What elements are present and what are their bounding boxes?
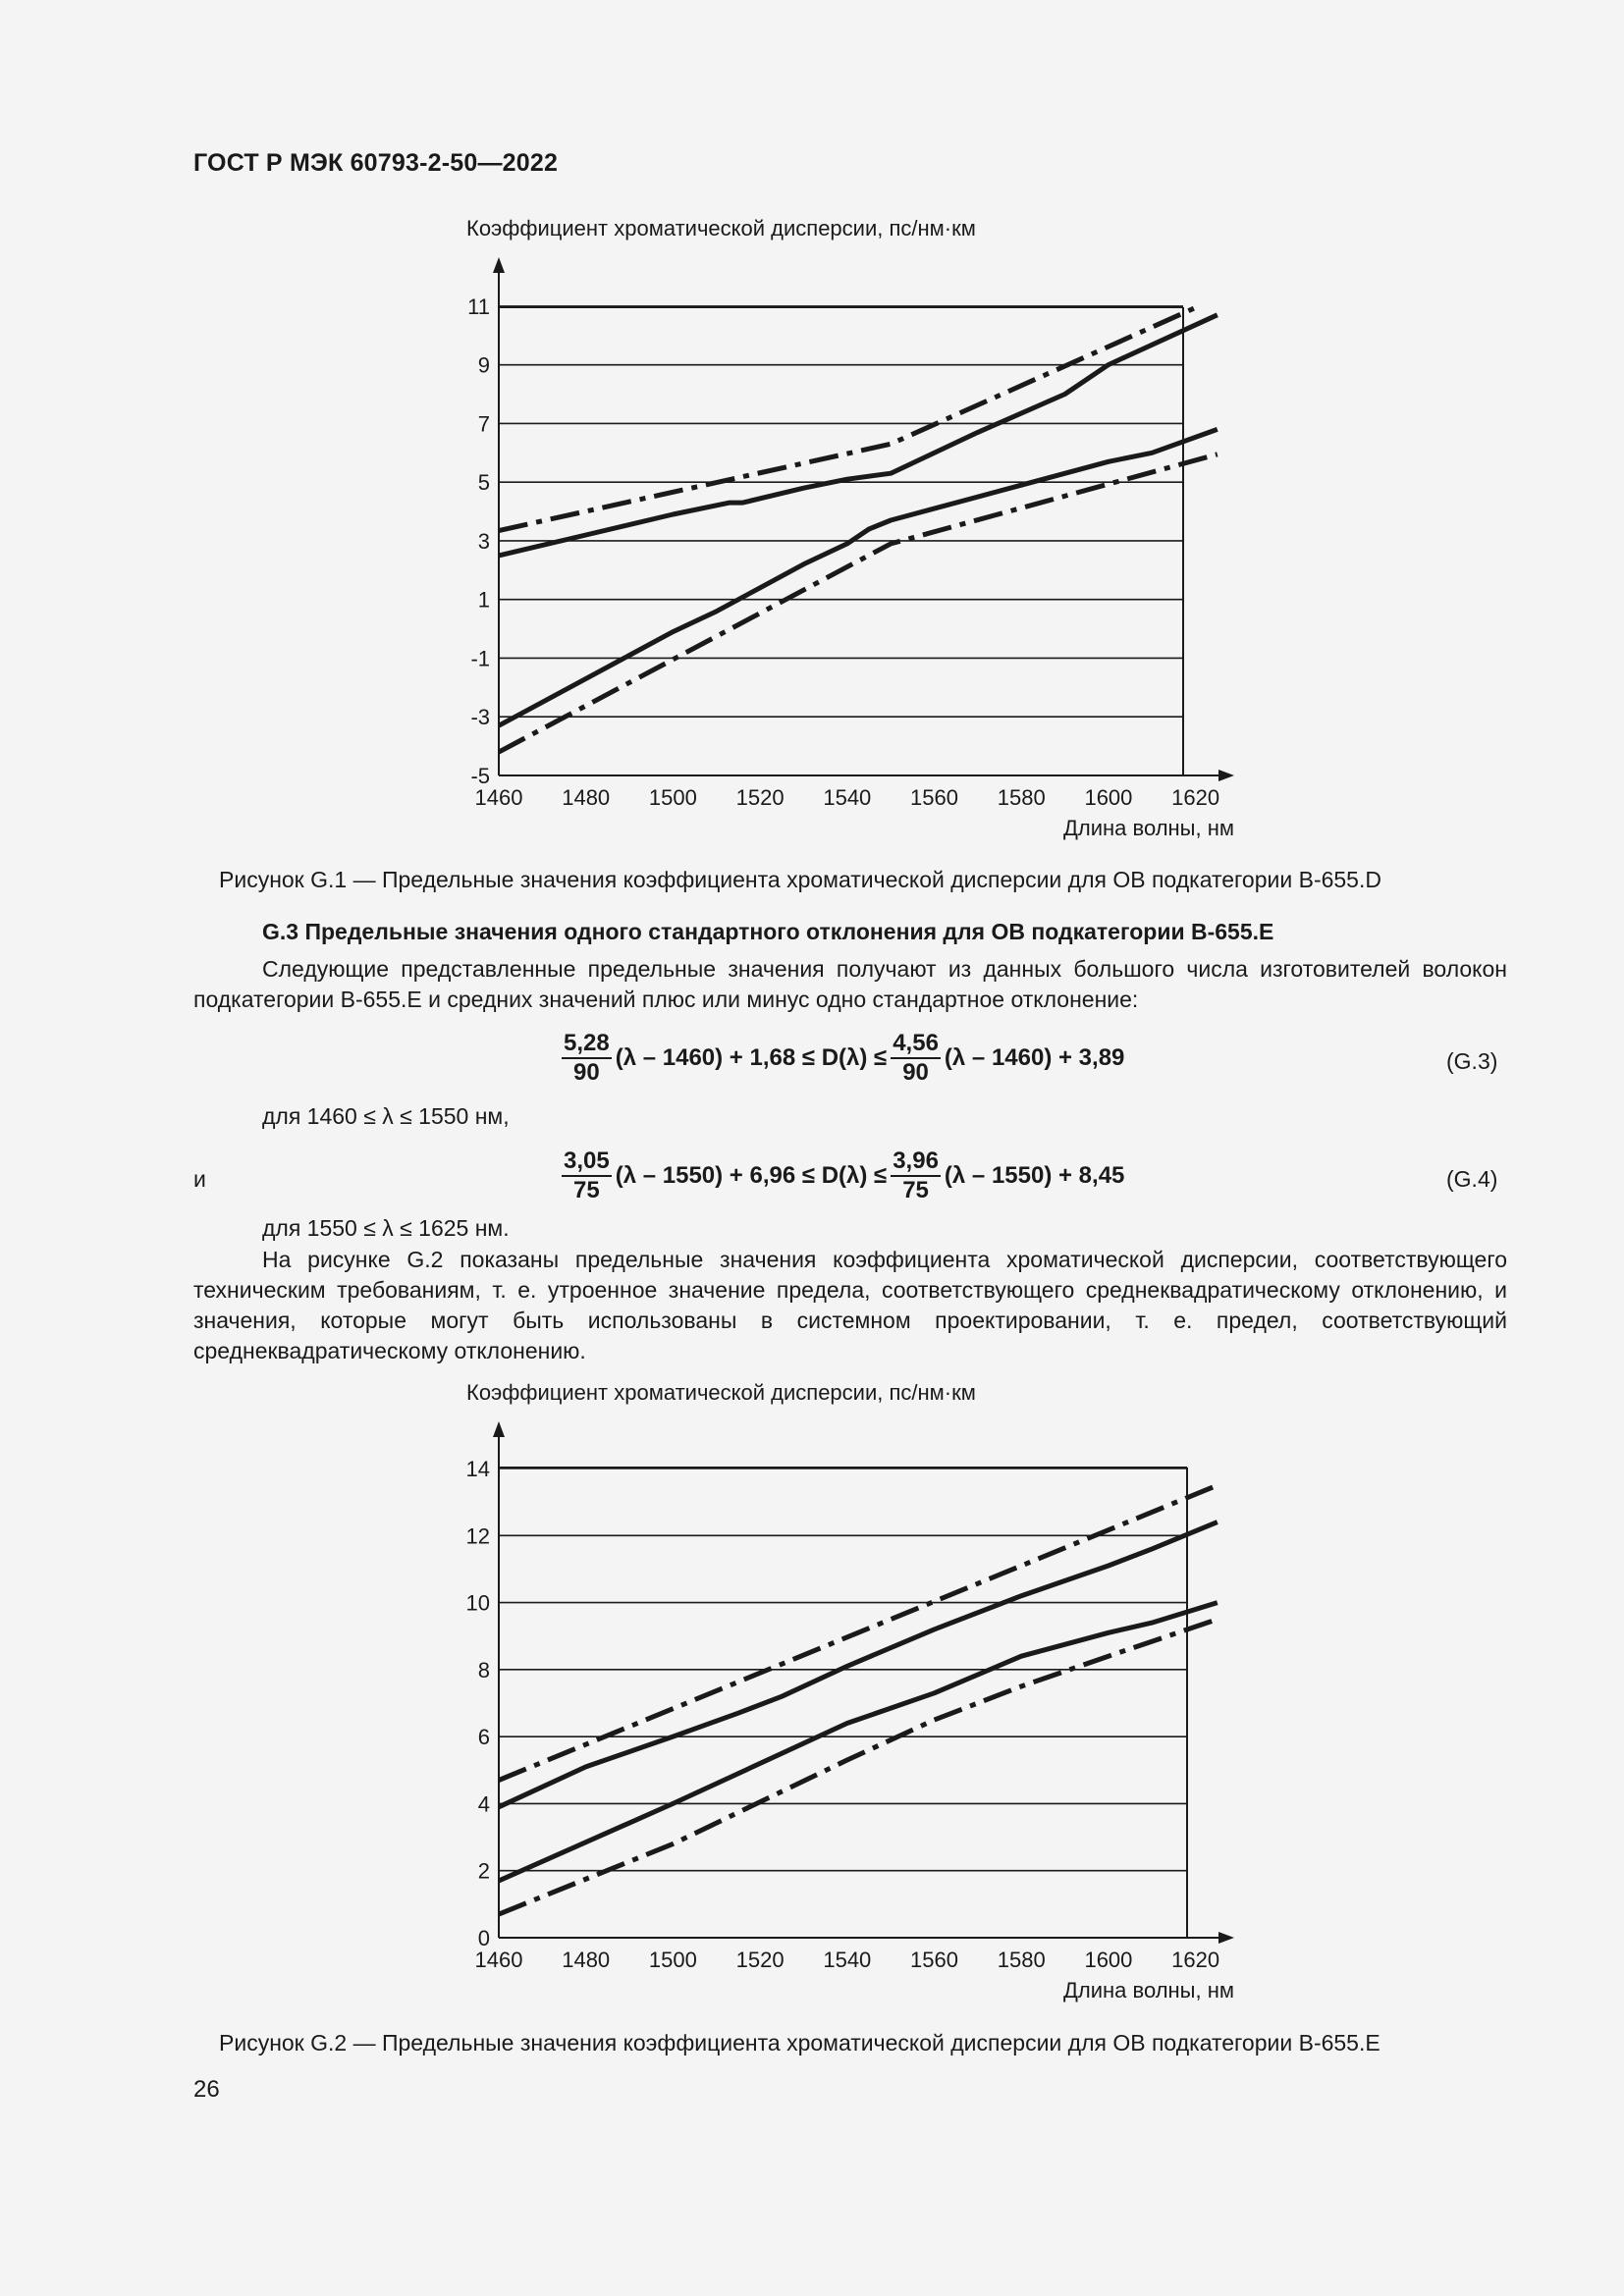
y-tick-label: 0 (477, 1926, 490, 1950)
x-tick-label: 1540 (823, 785, 872, 810)
x-tick-label: 1460 (474, 1948, 523, 1972)
equation-g4 (558, 1148, 1124, 1203)
y-axis-arrow (493, 257, 505, 273)
series-line-lower-limit-dashdot (499, 454, 1218, 752)
section-g3-title: G.3 Предельные значения одного стандартного отклонения для ОВ подкатегории B-655.E (262, 919, 1274, 944)
y-tick-label: -5 (470, 764, 490, 788)
eq1-frac1-denominator: 90 (573, 1059, 600, 1086)
y-tick-label: 12 (465, 1523, 490, 1549)
x-tick-label: 1580 (997, 1948, 1046, 1972)
y-tick-label: 1 (477, 587, 490, 613)
eq1-frac2-denominator: 90 (902, 1059, 929, 1086)
figure-g1-caption: Рисунок G.1 — Предельные значения коэффициента хроматической дисперсии для ОВ подкатегории B-655.D (219, 867, 1381, 892)
x-tick-label: 1500 (648, 1948, 697, 1972)
y-tick-label: 5 (477, 470, 490, 496)
x-tick-label: 1520 (735, 785, 785, 810)
x-tick-label: 1560 (910, 785, 959, 810)
eq2-frac1-denominator: 75 (573, 1177, 600, 1203)
page-number: 26 (193, 2076, 220, 2103)
section-g3-paragraph-2: На рисунке G.2 показаны предельные значения коэффициента хроматической дисперсии, соответствующего техническим требованиям, т. е. утроенное значение предела, соответствующего среднеквадратическому отклонению, и значения, которые могут быть использованы в системном проектировании, т. е. предел, соответствующий среднеквадратическому отклонению. (193, 1247, 1507, 1363)
condition-1: для 1460 ≤ λ ≤ 1550 нм, (262, 1103, 510, 1129)
y-axis-label: Коэффициент хроматической дисперсии, пс/нм·км (466, 1380, 976, 1405)
condition-2: для 1550 ≤ λ ≤ 1625 нм. (262, 1215, 510, 1241)
eq1-frac2-numerator: 4,56 (891, 1031, 941, 1059)
x-tick-label: 1480 (562, 1948, 611, 1972)
eq1-tail: (λ – 1460) + 3,89 (944, 1044, 1125, 1071)
document-header: ГОСТ Р МЭК 60793-2-50—2022 (193, 149, 559, 177)
y-tick-label: 6 (477, 1725, 490, 1750)
x-tick-label: 1580 (997, 785, 1046, 810)
eq1-frac1-numerator: 5,28 (562, 1031, 612, 1059)
equation-g4-number: (G.4) (1446, 1166, 1498, 1192)
y-axis-arrow (493, 1421, 505, 1437)
equation-g3 (558, 1031, 1124, 1086)
series-line-lower-solid (499, 1603, 1218, 1881)
x-tick-label: 1620 (1171, 1948, 1220, 1972)
section-g3-paragraph-1: Следующие представленные предельные значения получают из данных большого числа изготовителей волокон подкатегории B-655.E и средних значений плюс или минус одно стандартное отклонение: (193, 956, 1507, 1012)
x-axis-label: Длина волны, нм (1062, 1978, 1234, 2002)
x-tick-label: 1600 (1084, 1948, 1133, 1972)
series-line-upper-limit-dashdot (499, 307, 1196, 530)
y-tick-label: 9 (477, 352, 490, 378)
eq2-frac2-numerator: 3,96 (891, 1148, 941, 1177)
figure-g1-chart (0, 216, 1624, 854)
x-axis-arrow (1218, 770, 1234, 781)
series-line-lower-solid (499, 429, 1218, 725)
x-tick-label: 1540 (823, 1948, 872, 1972)
eq2-frac1-numerator: 3,05 (562, 1148, 612, 1177)
y-tick-label: -1 (470, 646, 490, 671)
eq1-middle: (λ – 1460) + 1,68 ≤ D(λ) ≤ (615, 1044, 888, 1071)
x-tick-label: 1500 (648, 785, 697, 810)
y-tick-label: 11 (467, 294, 490, 319)
eq2-frac2-denominator: 75 (902, 1177, 929, 1203)
figure-g2-caption: Рисунок G.2 — Предельные значения коэффициента хроматической дисперсии для ОВ подкатегории B-655.E (219, 2030, 1380, 2056)
x-tick-label: 1560 (910, 1948, 959, 1972)
y-tick-label: 7 (477, 411, 490, 437)
x-axis-label: Длина волны, нм (1062, 816, 1234, 840)
x-tick-label: 1480 (562, 785, 611, 810)
y-tick-label: 2 (477, 1858, 490, 1884)
series-line-upper-solid (499, 315, 1218, 556)
x-tick-label: 1620 (1171, 785, 1220, 810)
figure-g2-chart (0, 1379, 1624, 2017)
and-word: и (193, 1166, 206, 1192)
x-axis-arrow (1218, 1932, 1234, 1944)
equation-g3-number: (G.3) (1446, 1048, 1498, 1074)
y-tick-label: 8 (477, 1657, 490, 1682)
y-axis-label: Коэффициент хроматической дисперсии, пс/нм·км (466, 216, 976, 240)
x-tick-label: 1520 (735, 1948, 785, 1972)
y-tick-label: 4 (477, 1791, 490, 1817)
eq2-middle: (λ – 1550) + 6,96 ≤ D(λ) ≤ (615, 1162, 888, 1189)
series-line-upper-solid (499, 1522, 1218, 1807)
eq2-tail: (λ – 1550) + 8,45 (944, 1162, 1125, 1189)
y-tick-label: 14 (465, 1457, 490, 1481)
x-tick-label: 1460 (474, 785, 523, 810)
y-tick-label: 3 (477, 528, 490, 554)
x-tick-label: 1600 (1084, 785, 1133, 810)
y-tick-label: 10 (465, 1590, 490, 1616)
y-tick-label: -3 (470, 705, 490, 730)
